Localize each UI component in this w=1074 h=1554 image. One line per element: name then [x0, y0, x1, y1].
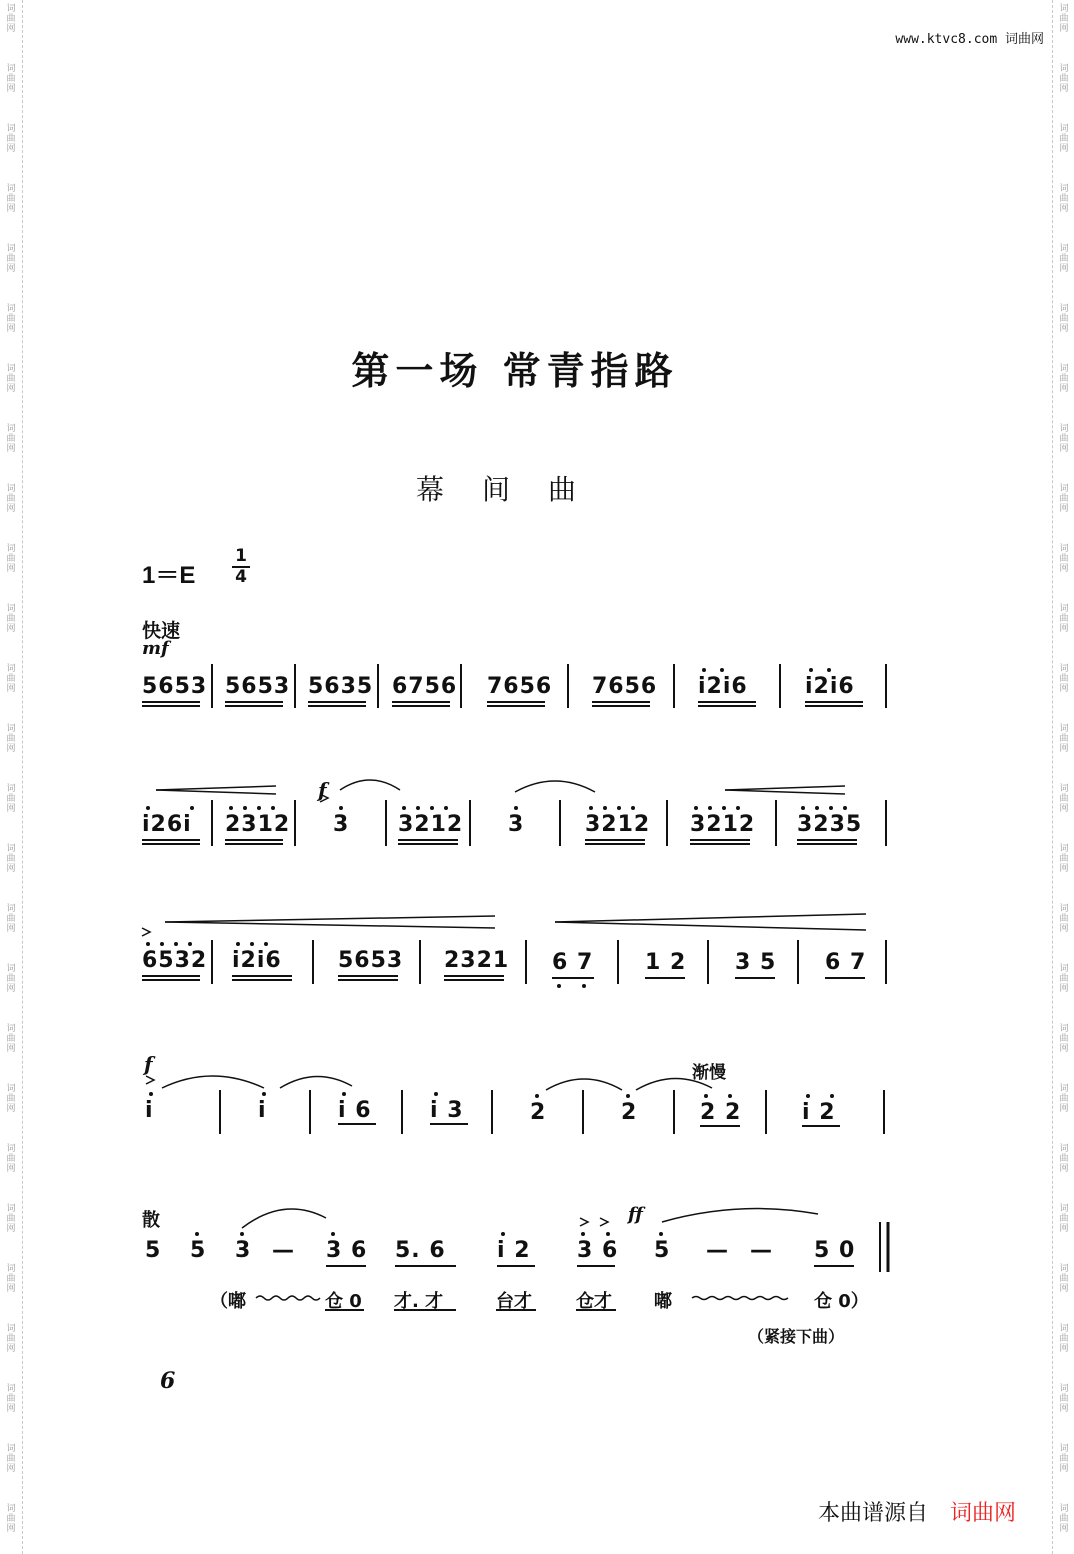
measure-r1-4: 6756 [392, 674, 458, 699]
measure-r2-3: 3 [333, 812, 350, 837]
margin-watermark-label: 词曲网 [1059, 64, 1069, 94]
measure-r3-4: 2321 [444, 948, 510, 973]
margin-watermark-label: 词曲网 [1059, 304, 1069, 334]
measure-r4-8: i 2 [802, 1100, 836, 1125]
measure-r2-5: 3 [508, 812, 525, 837]
margin-watermark-label: 词曲网 [1059, 544, 1069, 574]
measure-r1-1: 5653 [142, 674, 208, 699]
note-r5-11: — [750, 1238, 773, 1263]
margin-watermark-label: 词曲网 [1059, 1444, 1069, 1474]
margin-watermark-label: 词曲网 [1059, 1204, 1069, 1234]
margin-watermark-label: 词曲网 [6, 1324, 16, 1354]
dynamic-f-row2: f [318, 778, 327, 802]
note-r5-5: 3 6 [326, 1238, 368, 1263]
measure-r4-4: i 3 [430, 1098, 464, 1123]
margin-watermark-label: 词曲网 [1059, 424, 1069, 454]
margin-watermark-label: 词曲网 [1059, 184, 1069, 214]
measure-r4-2: i [258, 1098, 267, 1123]
margin-watermark-label: 词曲网 [1059, 784, 1069, 814]
margin-watermark-label: 词曲网 [6, 484, 16, 514]
page-number: 6 [160, 1368, 176, 1394]
margin-watermark-label: 词曲网 [6, 64, 16, 94]
page-title: 第一场 常青指路 [351, 349, 679, 393]
note-r5-7: i 2 [497, 1238, 531, 1263]
margin-watermark-label: 词曲网 [1059, 1324, 1069, 1354]
margin-watermark-label: 词曲网 [1059, 124, 1069, 154]
margin-watermark-label: 词曲网 [6, 184, 16, 214]
measure-r2-4: 3212 [398, 812, 464, 837]
margin-watermark-label: 词曲网 [1059, 1264, 1069, 1294]
margin-watermark-label: 词曲网 [1059, 724, 1069, 754]
margin-watermark-label: 词曲网 [1059, 964, 1069, 994]
measure-r2-2: 2312 [225, 812, 291, 837]
percussion-2: 仓 0 [325, 1291, 362, 1312]
margin-watermark-label: 词曲网 [1059, 904, 1069, 934]
margin-watermark-label: 词曲网 [6, 664, 16, 694]
measure-r1-8: i2i6 [805, 674, 855, 699]
measure-r3-7: 3 5 [735, 950, 777, 975]
dynamic-ff: ff [628, 1204, 643, 1225]
percussion-7: 仓 0） [814, 1291, 869, 1312]
margin-watermark-label: 词曲网 [6, 844, 16, 874]
margin-watermark-label: 词曲网 [6, 4, 16, 34]
attacca-note: （紧接下曲） [748, 1327, 845, 1346]
note-r5-2: 5 [190, 1238, 207, 1263]
note-r5-4: — [272, 1238, 295, 1263]
margin-watermark-label: 词曲网 [1059, 844, 1069, 874]
margin-watermark-label: 词曲网 [6, 1144, 16, 1174]
piece-subtitle: 幕间曲 [415, 473, 614, 506]
time-signature-denominator: 4 [235, 567, 247, 587]
footer-text: 本曲谱源自 [818, 1501, 929, 1526]
footer-brand-link[interactable]: 词曲网 [950, 1501, 1017, 1526]
measure-r2-1: i26i [142, 812, 192, 837]
measure-r1-7: i2i6 [698, 674, 748, 699]
dynamic-mf: mf [142, 638, 169, 659]
margin-watermark-label: 词曲网 [6, 604, 16, 634]
margin-watermark-label: 词曲网 [1059, 4, 1069, 34]
note-r5-6: 5. 6 [395, 1238, 446, 1263]
measure-r1-3: 5635 [308, 674, 374, 699]
margin-watermark-label: 词曲网 [6, 724, 16, 754]
margin-watermark-label: 词曲网 [1059, 604, 1069, 634]
margin-watermark-label: 词曲网 [6, 544, 16, 574]
measure-r3-5: 6 7 [552, 950, 594, 975]
margin-watermark-label: 词曲网 [6, 1024, 16, 1054]
margin-watermark-label: 词曲网 [6, 244, 16, 274]
measure-r2-6: 3212 [585, 812, 651, 837]
free-tempo-marking: 散 [142, 1210, 160, 1231]
note-r5-3: 3 [235, 1238, 252, 1263]
measure-r1-2: 5653 [225, 674, 291, 699]
measure-r3-8: 6 7 [825, 950, 867, 975]
margin-watermark-label: 词曲网 [6, 1384, 16, 1414]
margin-watermark-label: 词曲网 [1059, 1024, 1069, 1054]
measure-r4-5: 2 [530, 1100, 547, 1125]
margin-watermark-label: 词曲网 [1059, 1384, 1069, 1414]
measure-r2-8: 3235 [797, 812, 863, 837]
margin-watermark-label: 词曲网 [6, 364, 16, 394]
gradually-slower-marking: 渐慢 [692, 1063, 726, 1083]
measure-r1-6: 7656 [592, 674, 658, 699]
note-r5-1: 5 [145, 1238, 162, 1263]
margin-watermark-label: 词曲网 [6, 904, 16, 934]
note-r5-12: 5 0 [814, 1238, 856, 1263]
measure-r3-3: 5653 [338, 948, 404, 973]
percussion-3: 才. 才 [394, 1291, 444, 1312]
note-r5-10: — [706, 1238, 729, 1263]
margin-watermark-label: 词曲网 [6, 964, 16, 994]
site-header[interactable]: www.ktvc8.com 词曲网 [895, 32, 1044, 47]
margin-watermark-label: 词曲网 [1059, 484, 1069, 514]
measure-r2-7: 3212 [690, 812, 756, 837]
percussion-1: （嘟 [210, 1291, 246, 1312]
measure-r4-1: i [145, 1098, 154, 1123]
measure-r3-1: 6532 [142, 948, 208, 973]
margin-watermark-label: 词曲网 [6, 424, 16, 454]
measure-r3-6: 1 2 [645, 950, 687, 975]
margin-watermark-label: 词曲网 [6, 1444, 16, 1474]
measure-r4-3: i 6 [338, 1098, 372, 1123]
margin-watermark-label: 词曲网 [1059, 244, 1069, 274]
margin-watermark-label: 词曲网 [6, 1264, 16, 1294]
note-r5-9: 5 [654, 1238, 671, 1263]
time-signature-numerator: 1 [235, 546, 247, 566]
measure-r4-6: 2 [621, 1100, 638, 1125]
tempo-marking: 快速 [142, 620, 181, 642]
measure-r1-5: 7656 [487, 674, 553, 699]
margin-watermark-label: 词曲网 [1059, 1504, 1069, 1534]
percussion-6: 嘟 [654, 1291, 672, 1312]
margin-watermark-label: 词曲网 [1059, 664, 1069, 694]
margin-watermark-label: 词曲网 [1059, 1084, 1069, 1114]
percussion-4: 台才 [496, 1291, 532, 1312]
percussion-5: 仓才 [576, 1291, 612, 1312]
margin-watermark-label: 词曲网 [6, 1204, 16, 1234]
margin-watermark-label: 词曲网 [6, 1084, 16, 1114]
margin-watermark-label: 词曲网 [1059, 1144, 1069, 1174]
margin-watermark-label: 词曲网 [6, 1504, 16, 1534]
margin-watermark-label: 词曲网 [1059, 364, 1069, 394]
margin-watermark-label: 词曲网 [6, 124, 16, 154]
measure-r3-2: i2i6 [232, 948, 282, 973]
dynamic-f-row4: f [144, 1052, 153, 1076]
note-r5-8: 3 6 [577, 1238, 619, 1263]
margin-watermark-label: 词曲网 [6, 304, 16, 334]
margin-watermark-label: 词曲网 [6, 784, 16, 814]
measure-r4-7: 2 2 [700, 1100, 742, 1125]
key-signature: 1＝E [142, 562, 196, 589]
